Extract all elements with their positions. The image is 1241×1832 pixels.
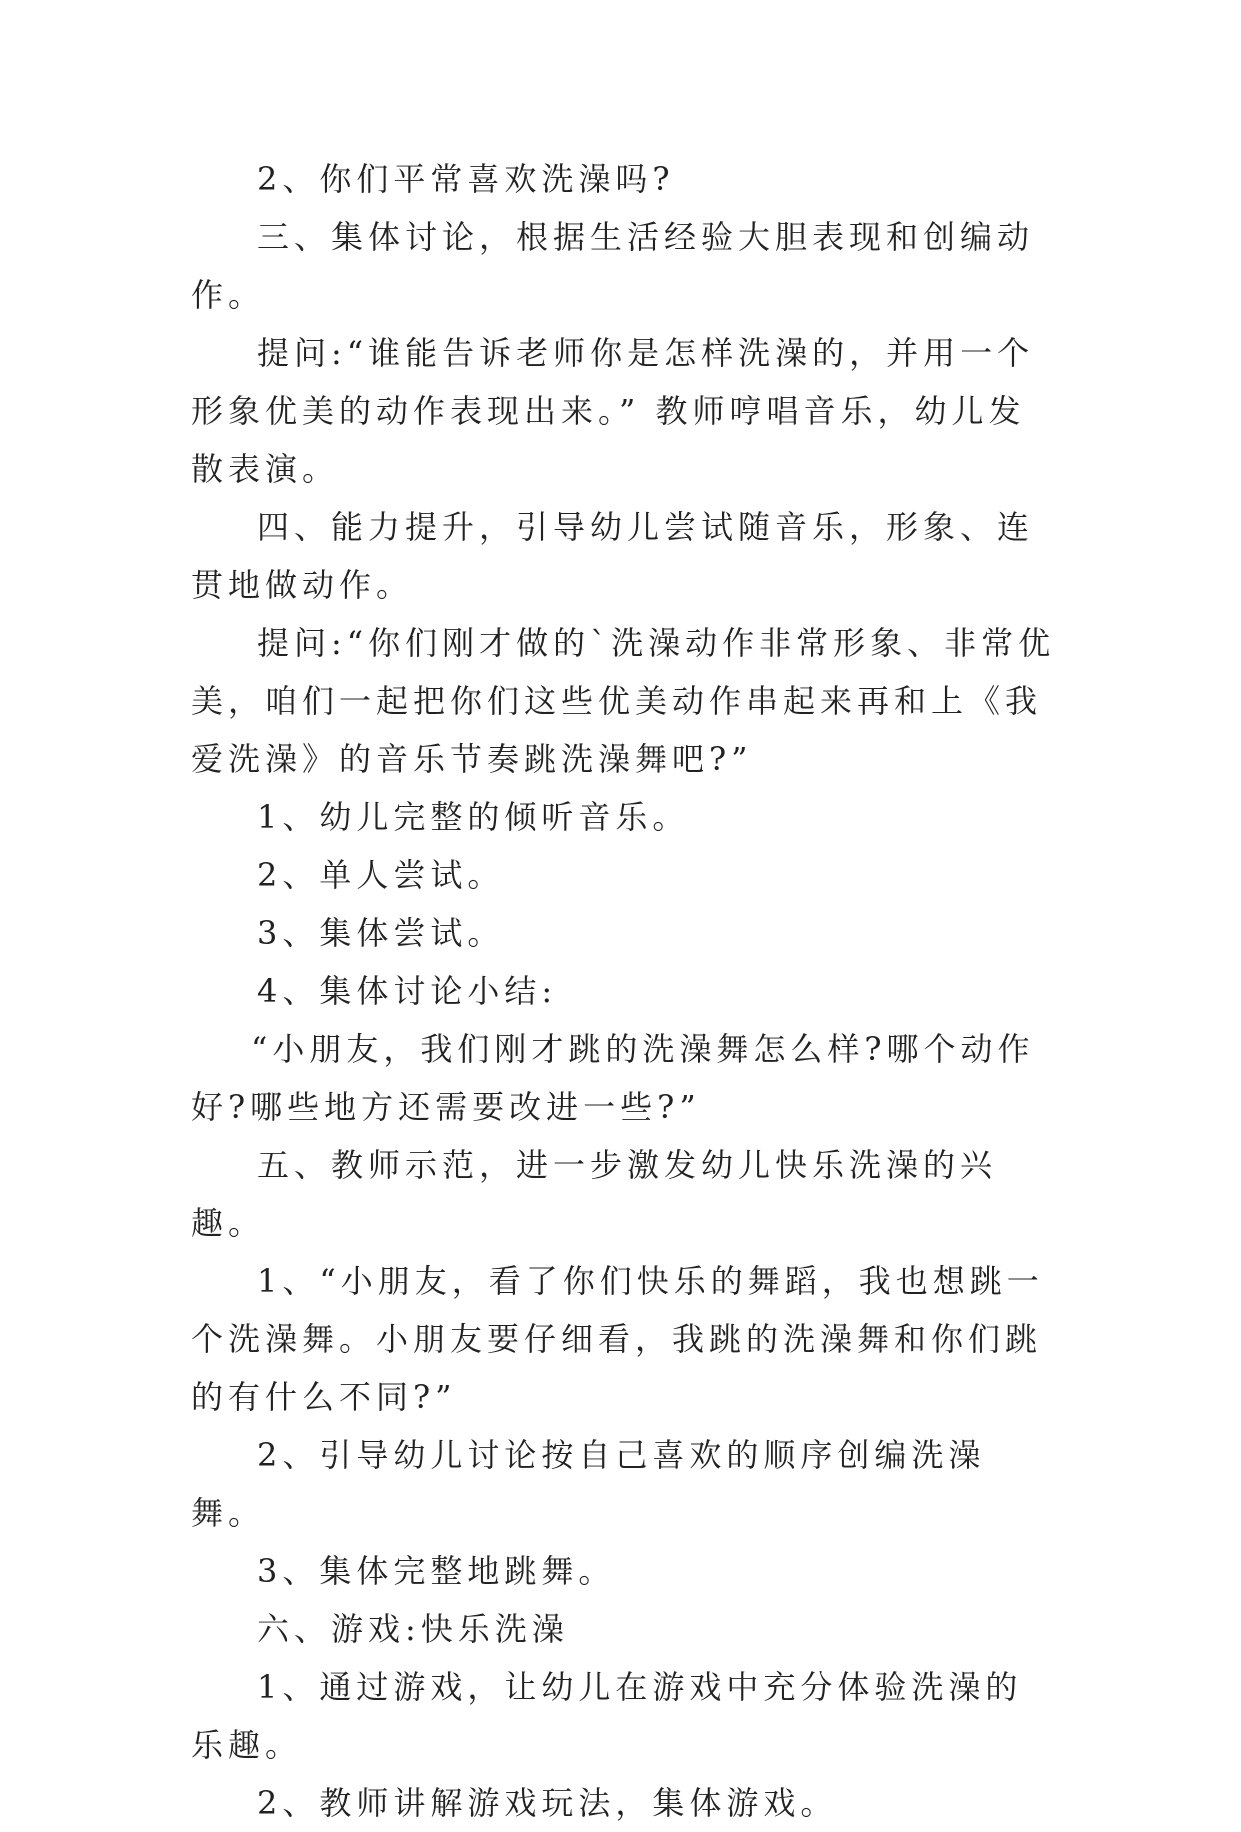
list-item: 1、幼儿完整的倾听音乐。: [257, 798, 690, 836]
list-item: 3、集体尝试。: [257, 914, 505, 952]
list-item: 2、单人尝试。: [257, 856, 505, 894]
section-heading: 六、游戏:快乐洗澡: [257, 1610, 569, 1648]
paragraph: 提问:“谁能告诉老师你是怎样洗澡的，并用一个形象优美的动作表现出来。” 教师哼唱音乐，幼儿发散表演。: [191, 334, 1035, 488]
paragraph: 2、你们平常喜欢洗澡吗?: [257, 160, 675, 198]
list-item: 2、教师讲解游戏玩法，集体游戏。: [257, 1784, 838, 1822]
list-item: 4、集体讨论小结:: [257, 972, 558, 1010]
list-item: 2、引导幼儿讨论按自己喜欢的顺序创编洗澡舞。: [191, 1436, 986, 1532]
document-body: [191, 150, 1059, 1832]
section-heading: 五、教师示范，进一步激发幼儿快乐洗澡的兴趣。: [191, 1146, 998, 1242]
list-item: 1、通过游戏，让幼儿在游戏中充分体验洗澡的乐趣。: [191, 1668, 1023, 1764]
paragraph: 提问:“你们刚才做的`洗澡动作非常形象、非常优美，咱们一起把你们这些优美动作串起来再和上《我爱洗澡》的音乐节奏跳洗澡舞吧?”: [191, 624, 1056, 778]
section-heading: 三、集体讨论，根据生活经验大胆表现和创编动作。: [191, 218, 1035, 314]
section-heading: 四、能力提升，引导幼儿尝试随音乐，形象、连贯地做动作。: [191, 508, 1035, 604]
paragraph: “小朋友，我们刚才跳的洗澡舞怎么样?哪个动作好?哪些地方还需要改进一些?”: [191, 1030, 1035, 1126]
list-item: 3、集体完整地跳舞。: [257, 1552, 616, 1590]
list-item: 1、“小朋友，看了你们快乐的舞蹈，我也想跳一个洗澡舞。小朋友要仔细看，我跳的洗澡舞和你们跳的有什么不同?”: [191, 1262, 1044, 1416]
